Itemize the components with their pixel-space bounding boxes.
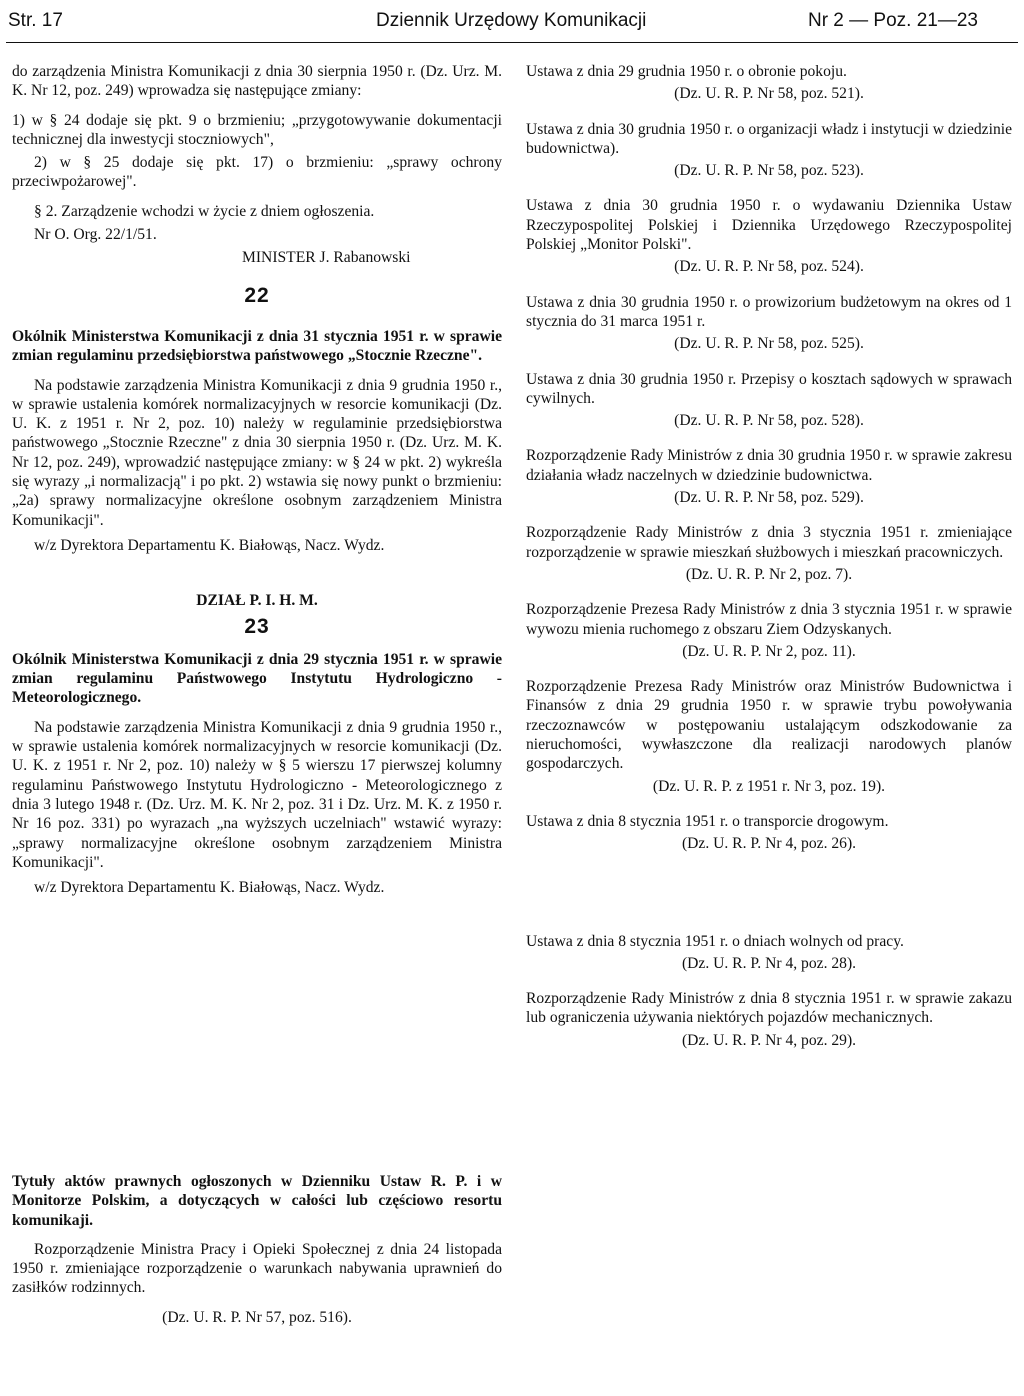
legal-act-entry: Rozporządzenie Ministra Pracy i Opieki Społecznej z dnia 24 listopada 1950 r. zmieniające rozporządzenie o warunkach nabywania uprawnień do zasiłków rodzinnych.	[12, 1240, 502, 1297]
legal-act-item	[526, 196, 1012, 276]
minister-signature: MINISTER J. Rabanowski	[242, 249, 411, 267]
section-heading: DZIAŁ P. I. H. M.	[196, 592, 318, 610]
legal-act-item	[526, 370, 1012, 431]
legal-act-reference: (Dz. U. R. P. Nr 57, poz. 516).	[162, 1308, 352, 1326]
legal-act-title: Rozporządzenie Prezesa Rady Ministrów oraz Ministrów Budownictwa i Finansów z dnia 29 grudnia 1950 r. w sprawie trybu powoływania rzeczoznawców w postępowaniu ustalającym odszkodowanie za nieruchomości, wywłaszczone dla realizacji narodowych planów gospodarczych.	[526, 678, 1012, 773]
legal-act-title: Ustawa z dnia 8 stycznia 1951 r. o dniach wolnych od pracy.	[526, 932, 904, 950]
legal-act-citation: (Dz. U. R. P. Nr 58, poz. 523).	[674, 162, 864, 180]
legal-act-title: Rozporządzenie Prezesa Rady Ministrów z dnia 3 stycznia 1951 r. w sprawie wywozu mienia ruchomego z obszaru Ziem Odzyskanych.	[526, 601, 1012, 638]
legal-act-item	[526, 523, 1012, 584]
legal-act-citation: (Dz. U. R. P. Nr 58, poz. 524).	[674, 258, 864, 276]
circular-22-title: Okólnik Ministerstwa Komunikacji z dnia 31 stycznia 1951 r. w sprawie zmian regulaminu przedsiębiorstwa państwowego „Stocznie Rzeczne".	[12, 327, 502, 365]
circular-23-title: Okólnik Ministerstwa Komunikacji z dnia 29 stycznia 1951 r. w sprawie zmian regulaminu Państwowego Instytutu Hydrologiczno - Meteorologicznego.	[12, 650, 502, 707]
legal-act-title: Ustawa z dnia 30 grudnia 1950 r. o wydawaniu Dziennika Ustaw Rzeczypospolitej Polskiej i Dziennika Urzędowego Rzeczypospolitej Polskiej „Monitor Polski".	[526, 197, 1012, 254]
legal-act-title: Ustawa z dnia 29 grudnia 1950 r. o obronie pokoju.	[526, 63, 847, 80]
item-number-23: 23	[244, 614, 270, 638]
legal-act-citation: (Dz. U. R. P. Nr 4, poz. 28).	[681, 954, 857, 972]
legal-act-citation: (Dz. U. R. P. Nr 4, poz. 29).	[681, 1031, 857, 1049]
page-header	[6, 8, 1018, 43]
circular-23-signature: w/z Dyrektora Departamentu K. Białowąs, Nacz. Wydz.	[34, 879, 385, 897]
right-column	[526, 62, 1012, 1066]
legal-act-item	[526, 446, 1012, 507]
legal-act-citation: (Dz. U. R. P. Nr 58, poz. 521).	[674, 85, 864, 103]
circular-23-body: Na podstawie zarządzenia Ministra Komunikacji z dnia 9 grudnia 1950 r., w sprawie ustalenia komórek normalizacyjnych w resorcie komunikacji (Dz. U. K. z 1951 r. Nr 2, poz. 10) należy w § 5 wierszu 17 pierwszej kolumny regulaminu Państwowego Instytutu Hydrologiczno - Meteorologicznego z dnia 3 lutego 1948 r. (Dz. Urz. M. K. Nr 2, poz. 31 i Dz. Urz. M. K. z 1950 r. Nr 16 poz. 331) po wyrazach „na wyższych uczelniach" wstawić wyrazy: „sprawy normalizacyjne określone osobnym zarządzeniem Ministra Komunikacji".	[12, 718, 502, 871]
legal-act-title: Rozporządzenie Rady Ministrów z dnia 8 stycznia 1951 r. w sprawie zakazu lub ograniczenia używania niektórych pojazdów mechanicznych.	[526, 990, 1012, 1027]
legal-act-title: Ustawa z dnia 30 grudnia 1950 r. Przepisy o kosztach sądowych w sprawach cywilnych.	[526, 370, 1012, 407]
continuation-intro: do zarządzenia Ministra Komunikacji z dnia 30 sierpnia 1950 r. (Dz. Urz. M. K. Nr 12, poz. 249) wprowadza się następujące zmiany:	[12, 63, 502, 100]
legal-act-citation: (Dz. U. R. P. Nr 58, poz. 525).	[674, 335, 864, 353]
legal-act-citation: (Dz. U. R. P. Nr 58, poz. 528).	[674, 412, 864, 430]
legal-act-title: Ustawa z dnia 30 grudnia 1950 r. o organizacji władz i instytucji w dziedzinie budownictwa).	[526, 120, 1012, 157]
page-number: Str. 17	[8, 10, 63, 31]
item-number-22: 22	[244, 283, 270, 307]
legal-act-title: Rozporządzenie Rady Ministrów z dnia 30 grudnia 1950 r. w sprawie zakresu działania władz naczelnych w dziedzinie budownictwa.	[526, 447, 1012, 484]
legal-act-title: Ustawa z dnia 30 grudnia 1950 r. o prowizorium budżetowym na okres od 1 stycznia do 31 marca 1951 r.	[526, 293, 1012, 330]
circular-22-body: Na podstawie zarządzenia Ministra Komunikacji z dnia 9 grudnia 1950 r., w sprawie ustalenia komórek normalizacyjnych w resorcie komunikacji (Dz. U. K. z 1951 r. Nr 2, poz. 10) należy w regulaminie przedsiębiorstwa państwowego „Stocznie Rzeczne" z dnia 30 sierpnia 1950 r. (Dz. Urz. M. K. Nr 12, poz. 249), wprowadzić następujące zmiany: w § 24 w pkt. 2) wykreśla się wyrazy „i normalizacją" i po pkt. 2) wstawia się nowy punkt o brzmieniu: „2a) sprawy normalizacyjne określone osobnym zarządzeniem Ministra Komunikacji".	[12, 376, 502, 529]
issue-position: Nr 2 — Poz. 21—23	[807, 10, 978, 31]
legal-act-item	[526, 989, 1012, 1050]
legal-act-citation: (Dz. U. R. P. Nr 2, poz. 11).	[682, 642, 856, 660]
legal-act-title: Ustawa z dnia 8 stycznia 1951 r. o transporcie drogowym.	[526, 812, 889, 830]
legal-acts-heading: Tytuły aktów prawnych ogłoszonych w Dzienniku Ustaw R. P. i w Monitorze Polskim, a dotyczących w całości lub częściowo resortu komunikaji.	[12, 1173, 502, 1229]
legal-act-item	[526, 600, 1012, 661]
legal-act-item	[526, 677, 1012, 796]
circular-22-signature: w/z Dyrektora Departamentu K. Białowąs, Nacz. Wydz.	[34, 536, 385, 554]
legal-act-citation: (Dz. U. R. P. Nr 58, poz. 529).	[674, 489, 864, 507]
legal-act-item	[526, 120, 1012, 181]
legal-act-title: Rozporządzenie Rady Ministrów z dnia 3 stycznia 1951 r. zmieniające rozporządzenie w sprawie mieszkań służbowych i mieszkań pracowniczych.	[526, 524, 1012, 561]
legal-act-citation: (Dz. U. R. P. z 1951 r. Nr 3, poz. 19).	[652, 777, 886, 795]
left-column-bottom	[12, 1172, 502, 1327]
order-reference: Nr O. Org. 22/1/51.	[34, 226, 157, 244]
legal-act-item	[526, 812, 1012, 854]
amendment-item-2: 2) w § 25 dodaje się pkt. 17) o brzmieniu: „sprawy ochrony przeciwpożarowej".	[12, 154, 502, 191]
journal-title: Dziennik Urzędowy Komunikacji	[376, 10, 647, 31]
paragraph-2: § 2. Zarządzenie wchodzi w życie z dniem ogłoszenia.	[34, 202, 375, 220]
legal-act-citation: (Dz. U. R. P. Nr 2, poz. 7).	[685, 565, 853, 583]
amendment-item-1: 1) w § 24 dodaje się pkt. 9 o brzmieniu; „przygotowywanie dokumentacji technicznej dla inwestycji stoczniowych",	[12, 111, 502, 148]
legal-act-item	[526, 62, 1012, 104]
legal-act-citation: (Dz. U. R. P. Nr 4, poz. 26).	[681, 835, 857, 853]
left-column-top	[12, 62, 502, 897]
legal-act-item	[526, 293, 1012, 354]
legal-act-item	[526, 932, 1012, 974]
